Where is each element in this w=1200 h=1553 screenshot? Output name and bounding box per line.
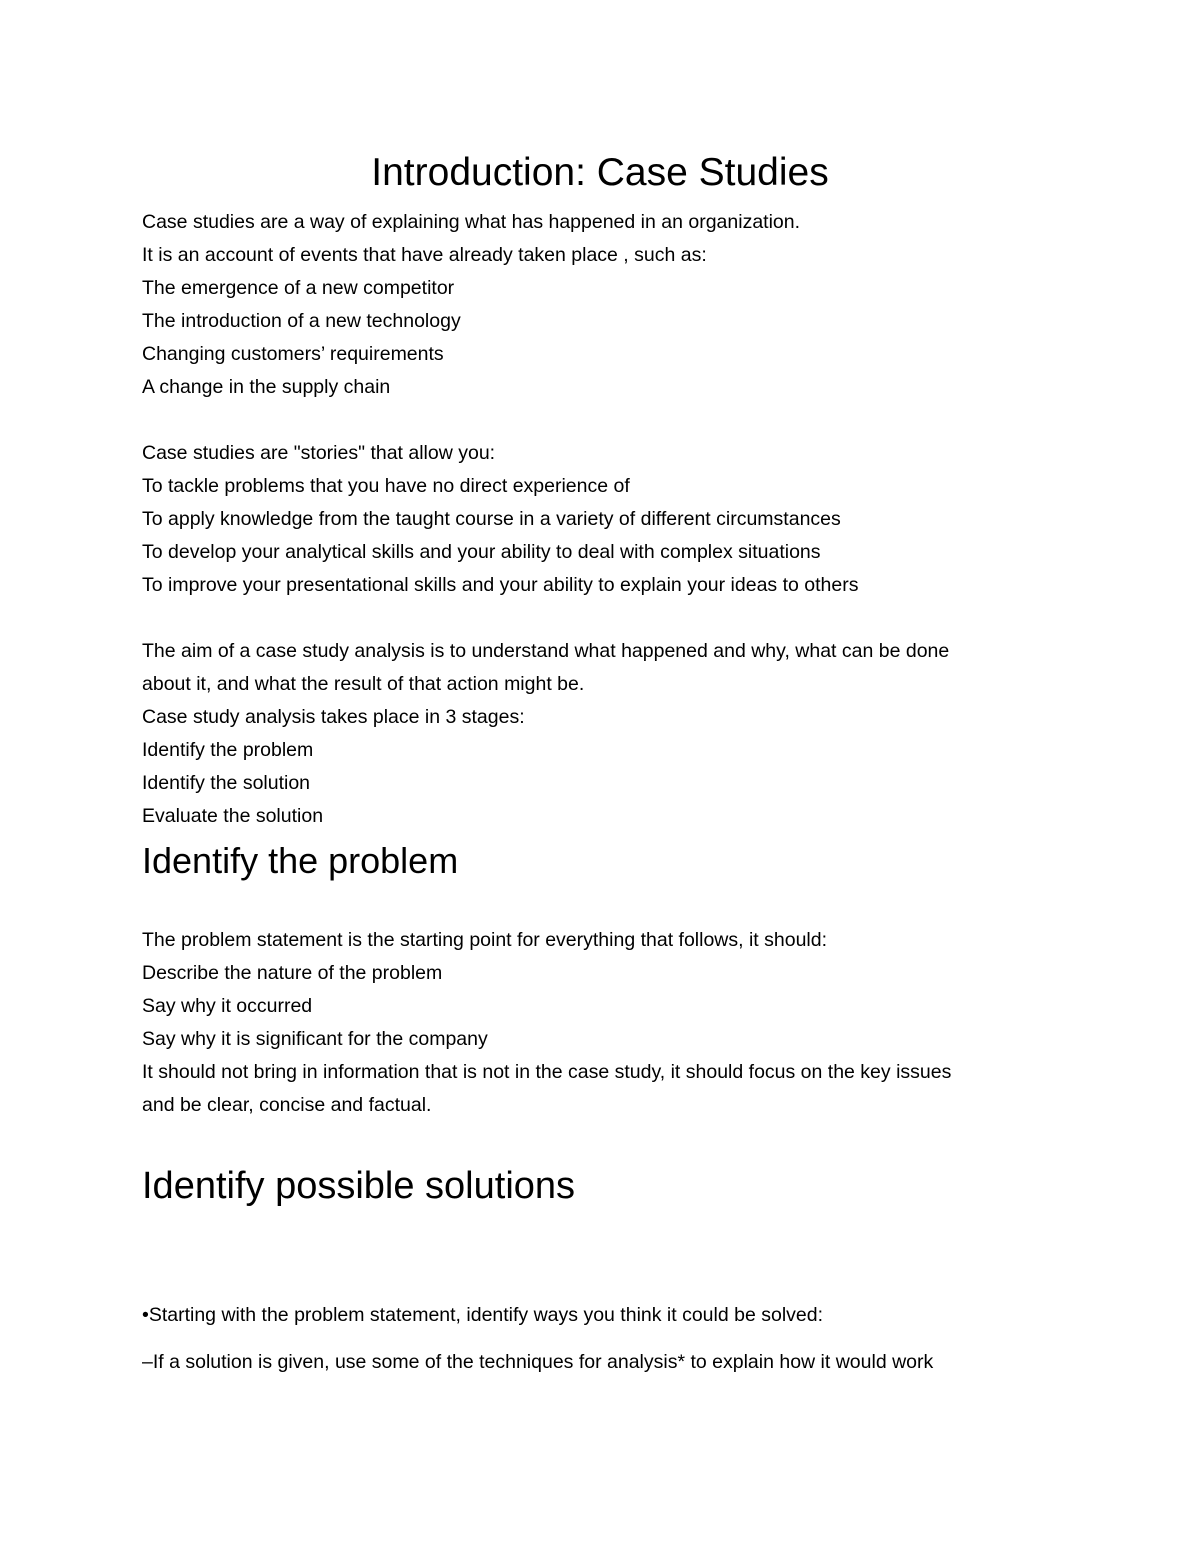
intro-line: A change in the supply chain — [142, 376, 391, 399]
aim-line: Case study analysis takes place in 3 stages: — [142, 706, 525, 729]
sub-bullet-line: –If a solution is given, use some of the techniques for analysis* to explain how it would work — [142, 1351, 934, 1373]
problem-line: Describe the nature of the problem — [142, 962, 443, 985]
section-heading-problem: Identify the problem — [142, 840, 459, 881]
problem-line: and be clear, concise and factual. — [142, 1094, 432, 1117]
intro-line: Case studies are a way of explaining what has happened in an organization. — [142, 211, 801, 233]
problem-line: The problem statement is the starting point for everything that follows, it should: — [142, 929, 828, 951]
section-heading-solutions: Identify possible solutions — [142, 1165, 576, 1207]
aim-line: Identify the solution — [142, 772, 311, 795]
aim-line: Identify the problem — [142, 739, 314, 762]
problem-line: It should not bring in information that is not in the case study, it should focus on the key issues — [142, 1061, 952, 1084]
stories-line: To apply knowledge from the taught course in a variety of different circumstances — [142, 508, 841, 531]
stories-paragraph — [142, 437, 1072, 602]
intro-line: Changing customers’ requirements — [142, 343, 444, 366]
stories-line: Case studies are "stories" that allow you: — [142, 442, 496, 464]
page-title: Introduction: Case Studies — [371, 151, 829, 194]
stories-line: To develop your analytical skills and your ability to deal with complex situations — [142, 541, 821, 564]
problem-line: Say why it occurred — [142, 995, 313, 1018]
intro-line: The introduction of a new technology — [142, 310, 461, 333]
problem-line: Say why it is significant for the company — [142, 1028, 488, 1051]
stories-line: To tackle problems that you have no direct experience of — [142, 475, 630, 498]
solutions-sub-bullet — [142, 1346, 1072, 1379]
problem-paragraph — [142, 924, 1072, 1123]
intro-line: The emergence of a new competitor — [142, 277, 455, 300]
intro-line: It is an account of events that have already taken place , such as: — [142, 244, 707, 267]
bullet-line: •Starting with the problem statement, identify ways you think it could be solved: — [142, 1304, 824, 1326]
stories-line: To improve your presentational skills and your ability to explain your ideas to others — [142, 574, 859, 597]
intro-paragraph — [142, 206, 1072, 405]
aim-line: about it, and what the result of that action might be. — [142, 673, 585, 696]
aim-paragraph — [142, 635, 1072, 834]
aim-line: The aim of a case study analysis is to understand what happened and why, what can be done — [142, 640, 950, 662]
aim-line: Evaluate the solution — [142, 805, 324, 828]
solutions-bullet — [142, 1299, 1072, 1332]
